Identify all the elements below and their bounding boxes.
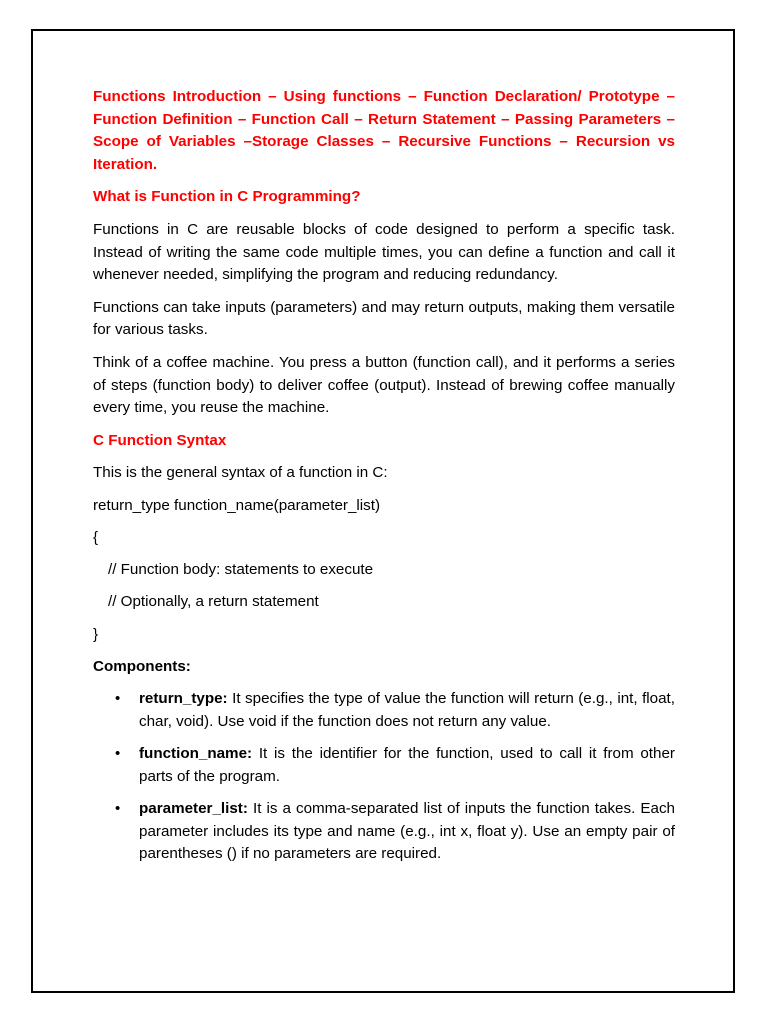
intro-paragraph: Functions in C are reusable blocks of code designed to perform a specific task. Instead of writing the same code multiple times, you can define a function and call it whenever needed, simplifying the program and reducing redundancy. bbox=[93, 220, 675, 284]
code-return-comment: // Optionally, a return statement bbox=[108, 593, 319, 611]
syntax-heading: C Function Syntax bbox=[93, 431, 227, 449]
component-term: return_type: bbox=[139, 690, 228, 708]
components-list bbox=[93, 688, 675, 865]
component-description: It is the identifier for the function, used to call it from other parts of the program. bbox=[139, 745, 675, 785]
syntax-code-block bbox=[93, 495, 675, 646]
list-item bbox=[93, 743, 675, 788]
component-term: function_name: bbox=[139, 745, 253, 763]
code-open-brace: { bbox=[93, 529, 99, 547]
topics-heading: Functions Introduction – Using functions – Function Declaration/ Prototype – Function Definition – Function Call – Return Statement – Passing Parameters – Scope of Variables –Storage Classes – Recursive Functions – Recursion vs Iteration. bbox=[93, 88, 675, 173]
syntax-intro: This is the general syntax of a function in C: bbox=[93, 464, 388, 482]
code-signature-line: return_type function_name(parameter_list) bbox=[93, 496, 381, 514]
component-description: It is a comma-separated list of inputs the function takes. Each parameter includes its type and name (e.g., int x, float y). Use an empty pair of parentheses () if no parameters are required. bbox=[139, 800, 675, 863]
bullet-icon: • bbox=[115, 690, 121, 708]
inputs-outputs-paragraph: Functions can take inputs (parameters) and may return outputs, making them versatile for various tasks. bbox=[93, 298, 675, 339]
list-item bbox=[93, 798, 675, 866]
coffee-machine-paragraph: Think of a coffee machine. You press a button (function call), and it performs a series of steps (function body) to deliver coffee (output). Instead of brewing coffee manually every time, you reuse the machine. bbox=[93, 353, 675, 417]
bullet-icon: • bbox=[115, 745, 121, 763]
components-heading: Components: bbox=[93, 657, 191, 675]
what-is-function-heading: What is Function in C Programming? bbox=[93, 188, 361, 206]
bullet-icon: • bbox=[115, 800, 121, 817]
list-item bbox=[93, 688, 675, 733]
code-close-brace: } bbox=[93, 625, 99, 643]
component-description: It specifies the type of value the function will return (e.g., int, float, char, void). Use void if the function does not return any value. bbox=[139, 690, 675, 731]
component-term: parameter_list: bbox=[139, 800, 248, 817]
document-content bbox=[93, 86, 675, 875]
code-body-comment: // Function body: statements to execute bbox=[108, 561, 374, 579]
